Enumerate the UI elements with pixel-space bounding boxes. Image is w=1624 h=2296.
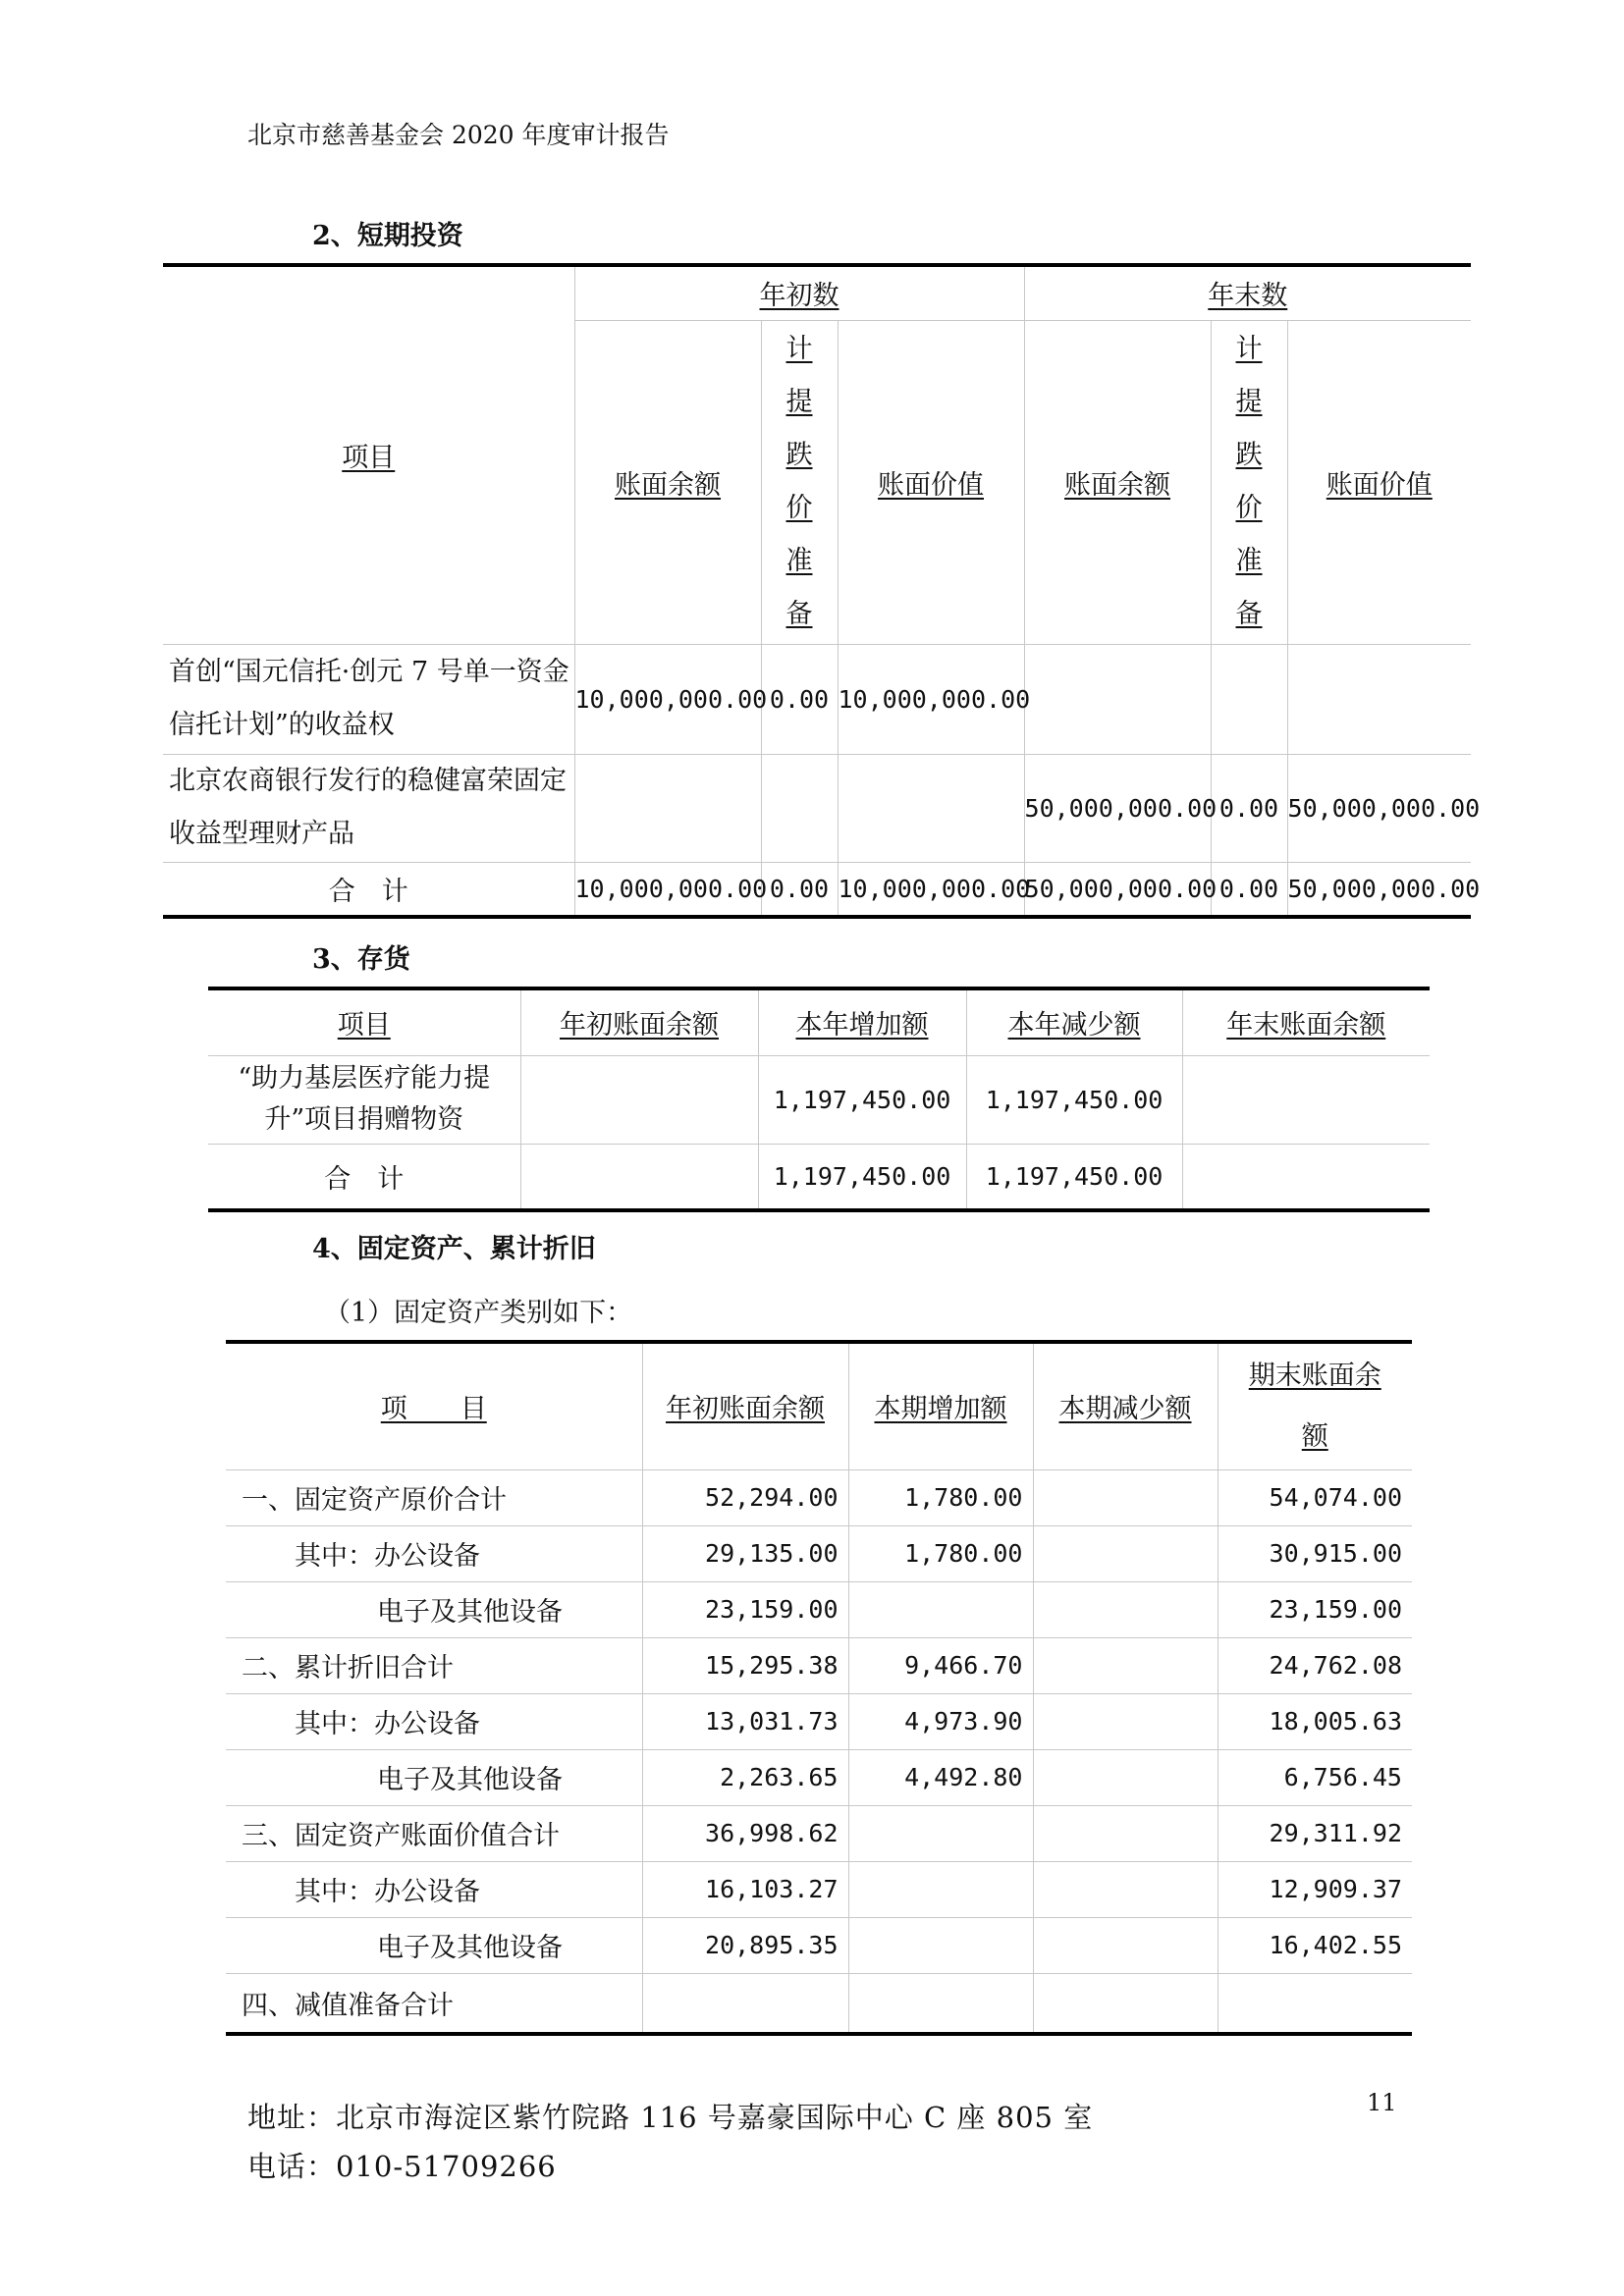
header-book-balance: 账面余额 xyxy=(615,469,721,501)
page-number: 11 xyxy=(1367,2089,1397,2116)
header-begin-balance: 年初账面余额 xyxy=(560,1010,719,1041)
header-decrease: 本期减少额 xyxy=(1058,1394,1192,1425)
inventory-table xyxy=(208,987,1430,1212)
section-title-short-term-investment: 2、短期投资 xyxy=(312,221,463,251)
footer-address: 地址：北京市海淀区紫竹院路 116 号嘉豪国际中心 C 座 805 室 xyxy=(247,2101,1094,2134)
header-end-balance: 年末账面余额 xyxy=(1226,1010,1386,1041)
header-increase: 本年增加额 xyxy=(795,1010,929,1041)
header-book-value: 账面价值 xyxy=(1326,469,1433,501)
header-item: 项目 xyxy=(337,1010,391,1041)
header-decrease: 本年减少额 xyxy=(1007,1010,1141,1041)
header-item: 项 目 xyxy=(380,1394,487,1425)
section-title-fixed-assets: 4、固定资产、累计折旧 xyxy=(312,1234,596,1264)
short-term-investment-table xyxy=(163,263,1481,919)
table-row: 四、减值准备合计 xyxy=(226,1973,1412,2034)
total-row: 合 计 10,000,000.00 0.00 10,000,000.00 50,000,000.00 0.00 50,000,000.00 xyxy=(163,862,1471,917)
table-row: 三、固定资产账面价值合计 36,998.62 29,311.92 xyxy=(226,1805,1412,1861)
table-row: 其中：办公设备 29,135.00 1,780.00 30,915.00 xyxy=(226,1525,1412,1581)
table-row: 电子及其他设备 23,159.00 23,159.00 xyxy=(226,1581,1412,1637)
header-provision: 计 提 跌 价 准 备 xyxy=(1211,320,1287,644)
header-begin-balance: 年初账面余额 xyxy=(666,1394,825,1425)
table-row: 电子及其他设备 20,895.35 16,402.55 xyxy=(226,1917,1412,1973)
table-row: 二、累计折旧合计 15,295.38 9,466.70 24,762.08 xyxy=(226,1637,1412,1693)
header-book-balance: 账面余额 xyxy=(1064,469,1171,501)
table-row: 电子及其他设备 2,263.65 4,492.80 6,756.45 xyxy=(226,1749,1412,1805)
table-row: 其中：办公设备 13,031.73 4,973.90 18,005.63 xyxy=(226,1693,1412,1749)
total-row: 合 计 1,197,450.00 1,197,450.00 xyxy=(208,1144,1430,1210)
table-row: 北京农商银行发行的稳健富荣固定收益型理财产品 50,000,000.00 0.00 50,000,000.00 xyxy=(163,754,1471,862)
header-item: 项目 xyxy=(342,443,396,474)
header-provision: 计 提 跌 价 准 备 xyxy=(761,320,838,644)
table-row: 一、固定资产原价合计 52,294.00 1,780.00 54,074.00 xyxy=(226,1469,1412,1525)
section-title-inventory: 3、存货 xyxy=(312,944,410,975)
header-end-balance: 期末账面余额 xyxy=(1248,1360,1381,1452)
page-header: 北京市慈善基金会 2020 年度审计报告 xyxy=(247,121,670,149)
header-year-begin: 年初数 xyxy=(759,281,839,312)
fixed-assets-table xyxy=(226,1340,1412,2036)
subsection-title: （1）固定资产类别如下： xyxy=(324,1298,633,1328)
table-row: 首创“国元信托·创元 7 号单一资金信托计划”的收益权 10,000,000.00 0.00 10,000,000.00 xyxy=(163,644,1471,754)
header-increase: 本期增加额 xyxy=(874,1394,1007,1425)
table-row: “助力基层医疗能力提升”项目捐赠物资 1,197,450.00 1,197,450.00 xyxy=(208,1055,1430,1144)
header-book-value: 账面价值 xyxy=(878,469,984,501)
table-row: 其中：办公设备 16,103.27 12,909.37 xyxy=(226,1861,1412,1917)
footer-phone: 电话：010-51709266 xyxy=(247,2150,557,2183)
header-year-end: 年末数 xyxy=(1208,281,1288,312)
